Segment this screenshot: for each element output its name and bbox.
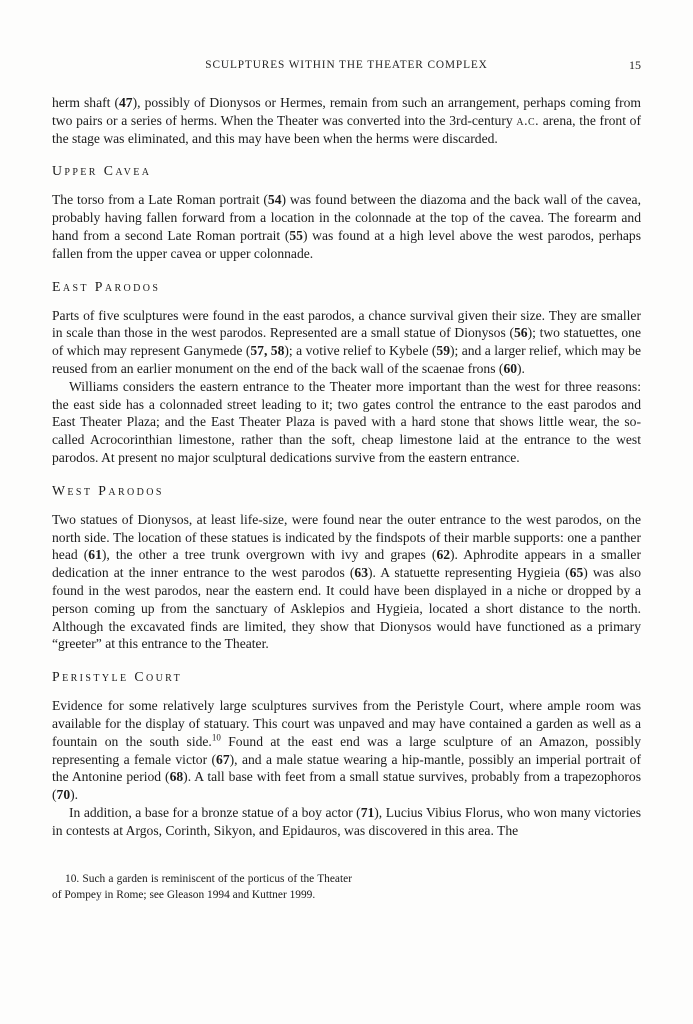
catalog-number: 62 <box>436 547 451 563</box>
text-run: ); and a larger relief, which may be reused from an earlier monument on the end of the back wall of the scaenae frons ( <box>52 343 641 376</box>
text-run: ) was also found in the west parodos, near the eastern end. It could have been displayed in a niche or dropped by a person coming up from the sanctuary of Asklepios and Hygieia, located a short distance to the north. Although the excavated finds are limited, they show that Dionysos would have functioned as a primary “greeter” at this entrance to the Theater. <box>52 565 641 652</box>
text-run: ), Lucius Vibius Florus, who won many victories in contests at Argos, Corinth, Sikyon, and Epidauros, was discovered in this area. The <box>52 804 641 838</box>
catalog-number: 67 <box>216 751 230 767</box>
paragraph <box>52 94 641 147</box>
catalog-number: 56 <box>514 325 528 341</box>
running-head: SCULPTURES WITHIN THE THEATER COMPLEX <box>205 59 488 71</box>
section-heading: Peristyle Court <box>52 669 183 685</box>
text-run: ) was found between the diazoma and the back wall of the cavea, probably having fallen forward from a location in the colonnade at the top of the cavea. The forearm and hand from a second Late Roman portrait ( <box>52 192 641 243</box>
text-run: The torso from a Late Roman portrait ( <box>52 192 268 208</box>
paragraph <box>52 511 641 653</box>
footnote-marker: 10 <box>211 732 221 743</box>
catalog-number: 65 <box>569 565 584 581</box>
text-run: ). Aphrodite appears in a smaller dedication at the inner entrance to the west parodos ( <box>52 547 641 581</box>
section-heading: East Parodos <box>52 278 161 294</box>
text-run: Two statues of Dionysos, at least life-size, were found near the outer entrance to the west parodos, on the north side. The location of these statues is indicated by the findspots of their marble supports: one a panther head ( <box>52 511 641 563</box>
text-run: ); a votive relief to Kybele ( <box>284 343 437 359</box>
catalog-number: 54 <box>267 192 282 208</box>
text-run: a.c. <box>516 112 540 128</box>
text-run: ). <box>70 787 79 803</box>
paragraph <box>52 804 641 840</box>
catalog-number: 70 <box>56 787 71 803</box>
catalog-number: 57, 58 <box>250 343 285 359</box>
text-run: Parts of five sculptures were found in the east parodos, a chance survival given their size. They are smaller in scale than those in the west parodos. Represented are a small statue of Dionysos ( <box>52 307 641 341</box>
footnote-block <box>52 871 352 904</box>
catalog-number: 55 <box>289 227 303 243</box>
text-run: ); two statuettes, one of which may represent Ganymede ( <box>52 325 641 359</box>
paragraph <box>52 378 641 467</box>
catalog-number: 71 <box>360 804 375 820</box>
paragraph <box>52 307 641 378</box>
page-number: 15 <box>629 58 641 72</box>
page-header <box>52 58 641 72</box>
text-run: Williams considers the eastern entrance to the Theater more important than the west for three reasons: the east side has a colonnaded street leading to it; two gates control the entrance to the east parodos and East Theater Plaza; and the East Theater Plaza is paved with a hard stone that shows little wear, the so-called Acrocorinthian limestone, rather than the soft, cheap limestone laid at the entrance to the west parodos. At present no major sculptural dedications survive from the eastern entrance. <box>52 378 641 465</box>
catalog-number: 47 <box>119 95 133 110</box>
footnote <box>52 871 352 904</box>
text-run: ). A tall base with feet from a small statue survives, probably from a trapezophoros ( <box>52 769 641 803</box>
text-run: ) was found at a high level above the west parodos, perhaps fallen from the upper cavea or upper colonnade. <box>52 227 641 261</box>
text-run: Evidence for some relatively large sculptures survives from the Peristyle Court, where ample room was available for the display of statuary. This court was unpaved and may have contained a garden as well as a fountain on the south side. <box>52 698 641 749</box>
section-heading: West Parodos <box>52 482 164 498</box>
text-run: ). A statuette representing Hygieia ( <box>367 565 570 581</box>
catalog-number: 59 <box>436 343 450 359</box>
text-run: ), possibly of Dionysos or Hermes, remain from such an arrangement, perhaps coming from two pairs or a series of herms. When the Theater was converted into the 3rd-century <box>52 95 641 128</box>
catalog-number: 63 <box>354 565 368 581</box>
paragraph <box>52 191 641 262</box>
text-run: Found at the east end was a large sculpture of an Amazon, possibly representing a female victor ( <box>52 733 641 767</box>
page-body <box>52 94 641 840</box>
text-run: ), and a male statue wearing a hip-mantle, possibly an imperial portrait of the Antonine period ( <box>52 751 641 785</box>
text-run: arena, the front of the stage was eliminated, and this may have been when the herms were discarded. <box>52 112 641 146</box>
catalog-number: 60 <box>503 360 518 376</box>
catalog-number: 61 <box>88 547 102 563</box>
text-run: ). <box>517 360 525 376</box>
catalog-number: 68 <box>169 769 184 785</box>
text-run: ), the other a tree trunk overgrown with ivy and grapes ( <box>101 547 437 563</box>
text-run: 10. Such a garden is reminiscent of the porticus of the Theater of Pompey in Rome; see Gleason 1994 and Kuttner 1999. <box>52 872 352 901</box>
text-run: herm shaft ( <box>52 95 119 110</box>
section-heading: Upper Cavea <box>52 163 152 179</box>
paragraph <box>52 697 641 804</box>
text-run: In addition, a base for a bronze statue of a boy actor ( <box>69 804 361 820</box>
